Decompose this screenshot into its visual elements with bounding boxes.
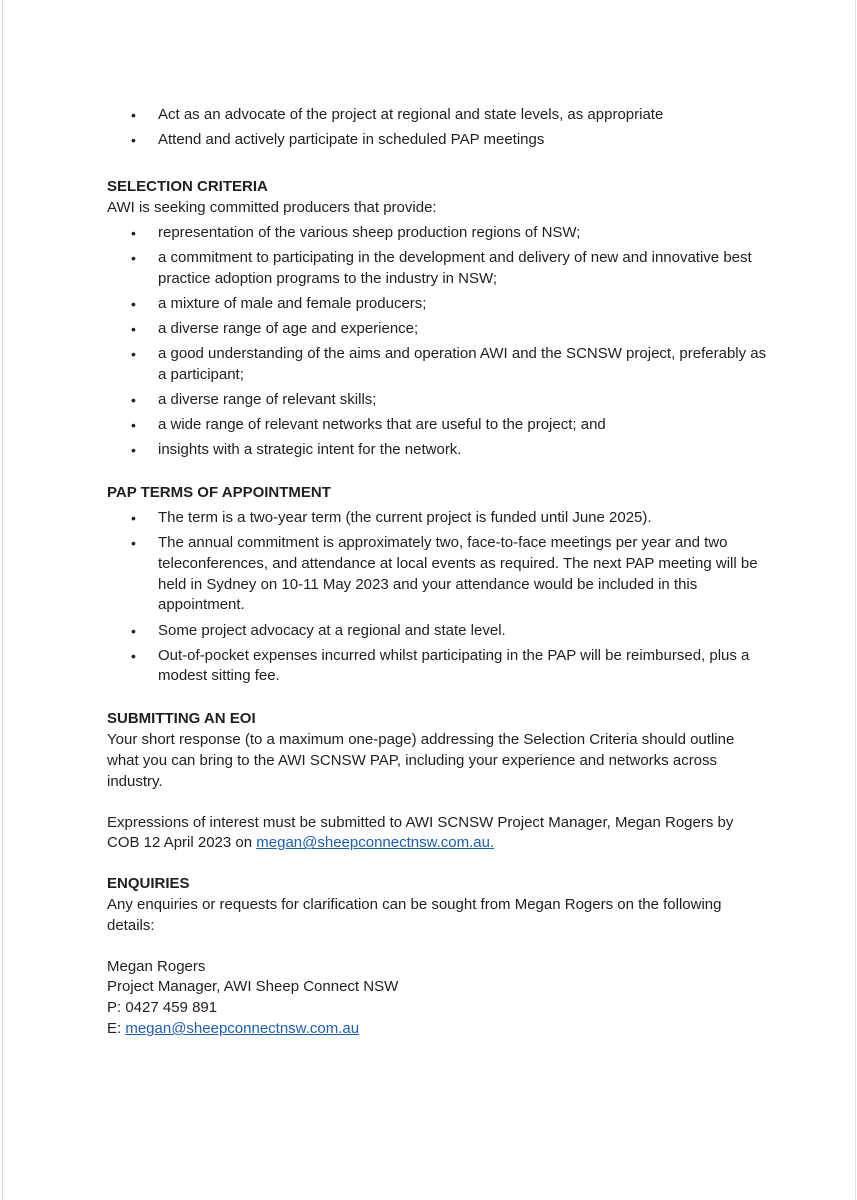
spacer <box>107 854 767 874</box>
contact-email-link[interactable]: megan@sheepconnectnsw.com.au <box>125 1020 360 1038</box>
spacer <box>107 691 767 709</box>
list-item: • Out-of-pocket expenses incurred whilst participating in the PAP will be reimbursed, plus a modest sitting fee. <box>107 646 767 688</box>
list-item: • The annual commitment is approximately two, face-to-face meetings per year and two teleconferences, and attendance at local events as required. The next PAP meeting will be held in Sydney on 10-11 May 2023 and your attendance would be included in this appointment. <box>107 533 767 616</box>
enquiries-paragraph: Any enquiries or requests for clarification can be sought from Megan Rogers on the following details: <box>107 896 722 934</box>
submitting-heading: SUBMITTING AN EOI <box>107 710 256 728</box>
list-item: • representation of the various sheep production regions of NSW; <box>107 223 767 244</box>
list-item: • The term is a two-year term (the current project is funded until June 2025). <box>107 508 767 529</box>
list-item: • a diverse range of age and experience; <box>107 319 767 340</box>
list-item: • Attend and actively participate in scheduled PAP meetings <box>107 130 767 151</box>
selection-criteria-heading: SELECTION CRITERIA <box>107 178 268 196</box>
selection-criteria-intro: AWI is seeking committed producers that provide: <box>107 198 437 216</box>
submitting-paragraph: Your short response (to a maximum one-page) addressing the Selection Criteria should outline what you can bring to the AWI SCNSW PAP, including your experience and networks across industry. <box>107 731 735 790</box>
contact-phone: P: 0427 459 891 <box>107 999 218 1017</box>
page-edge-right <box>855 0 856 1200</box>
contact-email-line <box>107 1019 767 1040</box>
spacer <box>107 793 767 813</box>
contact-email-prefix: E: <box>107 1020 126 1038</box>
list-item: • a commitment to participating in the development and delivery of new and innovative best practice adoption programs to the industry in NSW; <box>107 248 767 290</box>
deadline-paragraph <box>107 813 767 855</box>
deadline-text: Expressions of interest must be submitted to AWI SCNSW Project Manager, Megan Rogers by COB 12 April 2023 on <box>107 813 734 852</box>
page-edge-left <box>2 0 3 1200</box>
contact-title: Project Manager, AWI Sheep Connect NSW <box>107 978 399 996</box>
list-item: • Some project advocacy at a regional and state level. <box>107 621 767 642</box>
list-item: • Act as an advocate of the project at regional and state levels, as appropriate <box>107 105 767 126</box>
spacer <box>107 465 767 483</box>
enquiries-heading: ENQUIRIES <box>107 875 190 893</box>
spacer <box>107 155 767 177</box>
contact-name: Megan Rogers <box>107 957 206 975</box>
list-item: • a diverse range of relevant skills; <box>107 390 767 411</box>
list-item: • a mixture of male and female producers; <box>107 294 767 315</box>
list-item: • a good understanding of the aims and operation AWI and the SCNSW project, preferably as a participant; <box>107 344 767 386</box>
list-item: • a wide range of relevant networks that are useful to the project; and <box>107 415 767 436</box>
terms-list <box>107 508 767 687</box>
document-content <box>107 105 767 1040</box>
terms-heading: PAP TERMS OF APPOINTMENT <box>107 484 331 502</box>
list-item: • insights with a strategic intent for the network. <box>107 440 767 461</box>
spacer <box>107 937 767 957</box>
top-bullet-list <box>107 105 767 151</box>
selection-criteria-list <box>107 223 767 461</box>
email-link[interactable]: megan@sheepconnectnsw.com.au. <box>256 834 495 852</box>
contact-block <box>107 957 767 1040</box>
